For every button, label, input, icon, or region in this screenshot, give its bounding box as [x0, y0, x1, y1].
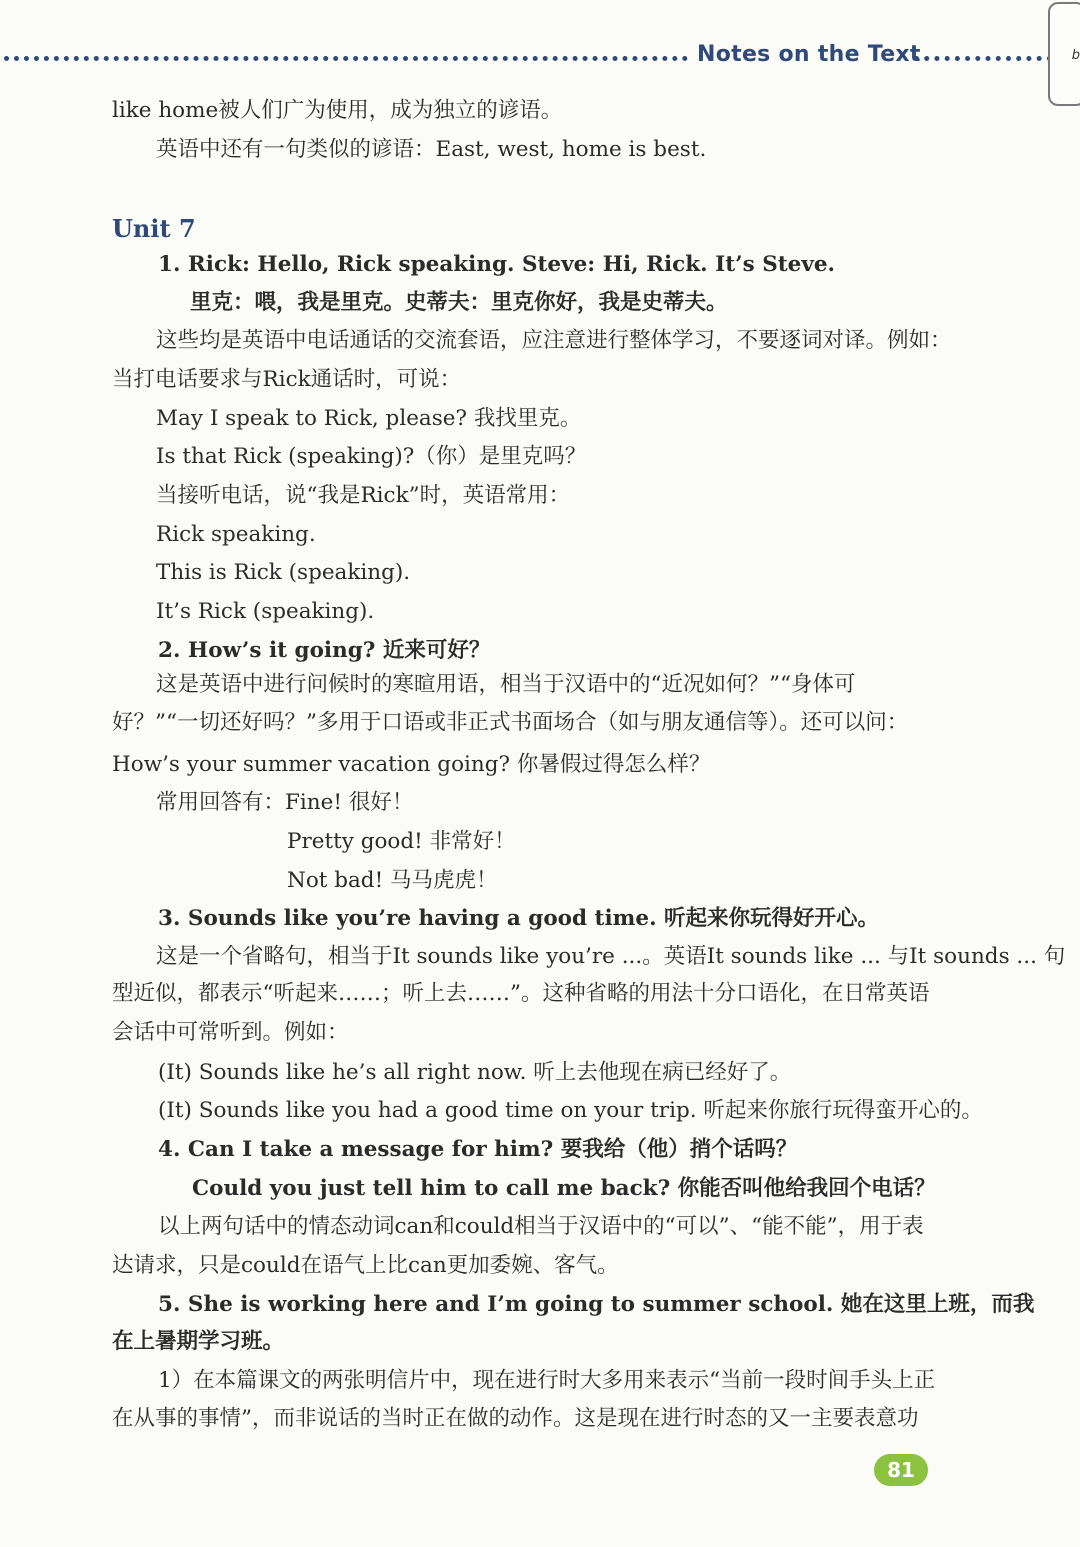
- note-heading: 3. Sounds like you’re having a good time. 听起来你玩得好开心。: [158, 906, 880, 931]
- header-title: Notes on the Text: [697, 42, 921, 67]
- note-translation: 里克：喂，我是里克。史蒂夫：里克你好，我是史蒂夫。: [190, 290, 728, 315]
- text-line: 这是一个省略句，相当于It sounds like you’re ...。英语It sounds like ... 与It sounds ... 句: [156, 944, 1066, 969]
- text-line: 当打电话要求与Rick通话时，可说：: [112, 367, 462, 392]
- text-line: 英语中还有一句类似的谚语：East, west, home is best.: [156, 137, 707, 162]
- text-line: 1）在本篇课文的两张明信片中，现在进行时大多用来表示“当前一段时间手头上正: [158, 1368, 936, 1393]
- text-line: 在从事的事情”，而非说话的当时正在做的动作。这是现在进行时态的又一主要表意功: [112, 1406, 919, 1431]
- text-line: 型近似，都表示“听起来……；听上去……”。这种省略的用法十分口语化，在日常英语: [112, 981, 930, 1006]
- note-heading: Could you just tell him to call me back? 你能否叫他给我回个电话？: [192, 1176, 936, 1201]
- header-dotted-rule-right: [914, 56, 1052, 61]
- example-line: Pretty good! 非常好！: [287, 829, 516, 854]
- page-tab: [1048, 2, 1080, 106]
- note-heading: 1. Rick: Hello, Rick speaking. Steve: Hi, Rick. It’s Steve.: [158, 252, 835, 277]
- page-tab-letter: b: [1071, 48, 1080, 63]
- note-heading: 5. She is working here and I’m going to summer school. 她在这里上班，而我: [158, 1292, 1035, 1317]
- running-header: [0, 40, 1080, 80]
- text-line: 常用回答有：Fine! 很好！: [156, 790, 414, 815]
- text-line: 这些均是英语中电话通话的交流套语，应注意进行整体学习，不要逐词对译。例如：: [156, 328, 952, 353]
- text-line: 以上两句话中的情态动词can和could相当于汉语中的“可以”、“能不能”，用于表: [158, 1214, 924, 1239]
- example-line: Rick speaking.: [156, 522, 316, 547]
- text-line: 达请求，只是could在语气上比can更加委婉、客气。: [112, 1253, 619, 1278]
- unit-heading: Unit 7: [112, 214, 196, 243]
- text-line: 好？”“一切还好吗？”多用于口语或非正式书面场合（如与朋友通信等）。还可以问：: [112, 710, 909, 735]
- note-heading: 4. Can I take a message for him? 要我给（他）捎个话吗？: [158, 1137, 798, 1162]
- example-line: (It) Sounds like you had a good time on your trip. 听起来你旅行玩得蛮开心的。: [158, 1098, 983, 1123]
- example-line: (It) Sounds like he’s all right now. 听上去他现在病已经好了。: [158, 1060, 792, 1085]
- text-line: 这是英语中进行问候时的寒暄用语，相当于汉语中的“近况如何？”“身体可: [156, 672, 856, 697]
- example-line: It’s Rick (speaking).: [156, 599, 375, 624]
- text-line: 当接听电话，说“我是Rick”时，英语常用：: [156, 483, 571, 508]
- example-line: Not bad! 马马虎虎！: [287, 868, 498, 893]
- example-line: May I speak to Rick, please? 我找里克。: [156, 406, 582, 431]
- text-line: 会话中可常听到。例如：: [112, 1020, 349, 1045]
- example-line: Is that Rick (speaking)?（你）是里克吗？: [156, 444, 587, 469]
- example-line: This is Rick (speaking).: [156, 560, 411, 585]
- text-line: like home被人们广为使用，成为独立的谚语。: [112, 98, 563, 123]
- note-heading: 2. How’s it going? 近来可好？: [158, 638, 491, 663]
- note-heading: 在上暑期学习班。: [112, 1329, 285, 1354]
- header-dotted-rule-left: [4, 56, 688, 61]
- example-line: How’s your summer vacation going? 你暑假过得怎么样？: [112, 752, 711, 777]
- page-number-badge: 81: [874, 1454, 928, 1486]
